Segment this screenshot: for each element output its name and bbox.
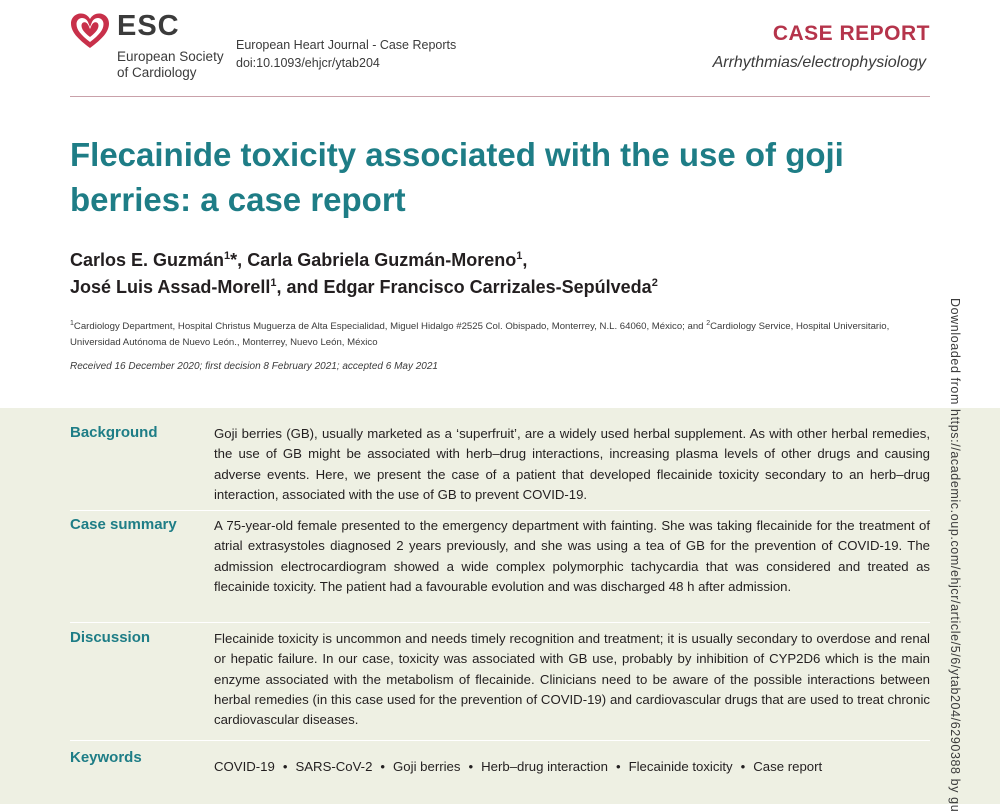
doi: doi:10.1093/ehjcr/ytab204	[236, 56, 380, 70]
keyword-separator: •	[282, 759, 288, 774]
author-name: Carla Gabriela Guzmán-Moreno	[247, 250, 517, 270]
author-separator: , and	[276, 277, 319, 297]
journal-name: European Heart Journal - Case Reports	[236, 38, 457, 52]
article-title: Flecainide toxicity associated with the use of goji berries: a case report	[70, 136, 844, 218]
section-divider	[70, 510, 930, 511]
download-watermark: Downloaded from https://academic.oup.com/ehjcr/article/5/6/ytab204/6290388 by gu	[948, 298, 962, 812]
keywords-label: Keywords	[70, 749, 142, 766]
discussion-label: Discussion	[70, 629, 151, 646]
keyword: COVID-19	[214, 759, 275, 774]
affiliation-2: Cardiology Service, Hospital Universitario, Universidad Autónoma de Nuevo León., Monterrey, Nuevo León, México	[70, 321, 890, 349]
case-summary-text: A 75-year-old female presented to the emergency department with fainting. She was taking flecainide for the treatment of atrial extrasystoles diagnosed 2 years previously, and she was using a tea of GB for the prevention of COVID-19. The admission electrocardiogram showed a wide complex polymorphic tachycardia that was considered and treated as flecainide toxicity. The patient had a favourable evolution and was discharged 48 h after admission.	[214, 518, 930, 594]
structured-abstract	[0, 408, 1000, 804]
author-affiliation-sup: 1	[224, 250, 231, 262]
author-affiliation-sup: 1	[516, 250, 523, 262]
author-separator: *,	[230, 250, 243, 270]
author-name: Edgar Francisco Carrizales-Sepúlveda	[323, 277, 652, 297]
keyword-separator: •	[380, 759, 386, 774]
report-type: CASE REPORT	[772, 22, 930, 45]
keyword: SARS-CoV-2	[295, 759, 373, 774]
subspecialty: Arrhythmias/electrophysiology	[712, 54, 926, 71]
author-affiliation-sup: 2	[651, 277, 658, 289]
author-list	[70, 247, 930, 301]
section-divider	[70, 740, 930, 741]
author-name: Carlos E. Guzmán	[70, 250, 225, 270]
affiliation-sup: 1	[70, 320, 74, 327]
discussion-text: Flecainide toxicity is uncommon and needs timely recognition and treatment; it is usually secondary to overdose and renal or hepatic failure. In our case, toxicity was associated with GB use, probably by inhibition of CYP2D6 which is the main enzyme associated with the metabolism of flecainide. Clinicians need to be aware of the possible interactions between herbal remedies (in this case used for the prevention of COVID-19) and cardiovascular drugs that are used to treat chronic cardiovascular diseases.	[214, 631, 930, 728]
keywords-list	[214, 759, 822, 774]
keyword-separator: •	[615, 759, 621, 774]
background-text: Goji berries (GB), usually marketed as a ‘superfruit’, are a widely used herbal supplement. As with other herbal remedies, the use of GB might be associated with herb–drug interactions, increasing plasma levels of other drugs and causing adverse events. Here, we present the case of a patient that developed flecainide toxicity secondary to an herb–drug interaction, associated with the use of GB to prevent COVID-19.	[214, 426, 930, 502]
header-divider	[70, 96, 930, 97]
keyword: Goji berries	[393, 759, 461, 774]
section-divider	[70, 622, 930, 623]
heart-logo-icon	[70, 12, 110, 50]
keyword: Flecainide toxicity	[628, 759, 733, 774]
affiliation-1: Cardiology Department, Hospital Christus Muguerza de Alta Especialidad, Miguel Hidalgo #2525 Col. Obispado, Monterrey, N.L. 64060, México; and	[73, 321, 707, 333]
journal-header	[0, 0, 1000, 100]
affiliation-sup: 2	[706, 320, 711, 327]
article-dates: Received 16 December 2020; first decision 8 February 2021; accepted 6 May 2021	[70, 361, 438, 372]
society-name: European Society of Cardiology	[117, 49, 224, 80]
author-name: José Luis Assad-Morell	[70, 277, 271, 297]
keyword: Herb–drug interaction	[481, 759, 608, 774]
keyword-separator: •	[468, 759, 474, 774]
author-affiliation-sup: 1	[270, 277, 277, 289]
keyword: Case report	[753, 759, 823, 774]
background-label: Background	[70, 424, 158, 441]
journal-info	[236, 36, 456, 72]
society-logo-text: ESC	[117, 10, 180, 42]
case-summary-label: Case summary	[70, 516, 177, 533]
author-separator: ,	[522, 250, 528, 270]
keyword-separator: •	[740, 759, 746, 774]
affiliations	[70, 316, 930, 351]
